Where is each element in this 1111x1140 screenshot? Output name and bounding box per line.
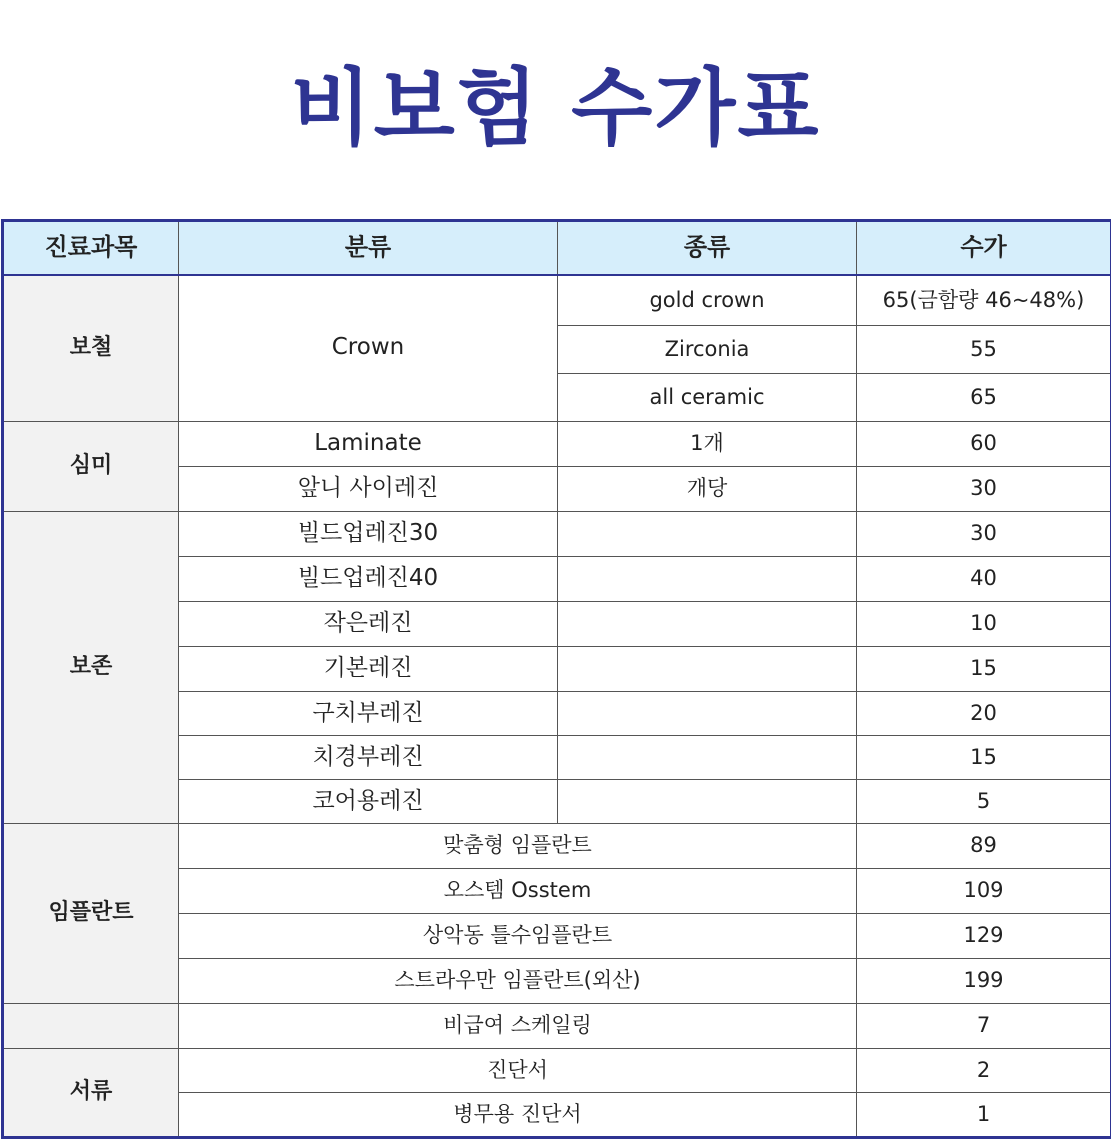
price-cell: 2 [857, 1049, 1111, 1093]
item-cell: 맞춤형 임플란트 [179, 824, 857, 869]
type-cell: Zirconia [558, 326, 857, 374]
column-header-subject: 진료과목 [3, 221, 179, 275]
price-cell: 30 [857, 512, 1111, 557]
price-cell: 40 [857, 557, 1111, 602]
classification-cell: 작은레진 [179, 602, 558, 647]
table-row [3, 275, 1111, 326]
item-cell: 스트라우만 임플란트(외산) [179, 959, 857, 1004]
table-row [3, 1004, 1111, 1049]
classification-cell: 코어용레진 [179, 780, 558, 824]
column-header-type: 종류 [558, 221, 857, 275]
column-header-classification: 분류 [179, 221, 558, 275]
price-cell: 65 [857, 374, 1111, 422]
classification-cell: Laminate [179, 422, 558, 467]
table-row [3, 1049, 1111, 1093]
category-cell-empty [3, 1004, 179, 1049]
type-cell: gold crown [558, 275, 857, 326]
classification-cell: 빌드업레진30 [179, 512, 558, 557]
type-cell [558, 512, 857, 557]
classification-cell: 빌드업레진40 [179, 557, 558, 602]
category-cell-aesthetics: 심미 [3, 422, 179, 512]
price-cell: 1 [857, 1093, 1111, 1138]
item-cell: 병무용 진단서 [179, 1093, 857, 1138]
table-row [3, 422, 1111, 467]
price-cell: 109 [857, 869, 1111, 914]
category-cell-conservative: 보존 [3, 512, 179, 824]
classification-cell: 기본레진 [179, 647, 558, 692]
page-title: 비보험 수가표 [290, 59, 821, 157]
item-cell: 진단서 [179, 1049, 857, 1093]
price-cell: 10 [857, 602, 1111, 647]
category-cell-implant: 임플란트 [3, 824, 179, 1004]
type-cell [558, 692, 857, 736]
classification-cell: 치경부레진 [179, 736, 558, 780]
price-cell: 129 [857, 914, 1111, 959]
type-cell: 개당 [558, 467, 857, 512]
classification-cell: Crown [179, 275, 558, 422]
type-cell [558, 736, 857, 780]
price-cell: 199 [857, 959, 1111, 1004]
type-cell [558, 780, 857, 824]
table-row [3, 512, 1111, 557]
column-header-price: 수가 [857, 221, 1111, 275]
type-cell [558, 602, 857, 647]
price-cell: 60 [857, 422, 1111, 467]
item-cell: 오스템 Osstem [179, 869, 857, 914]
table-header-row [3, 221, 1111, 275]
table-row [3, 824, 1111, 869]
price-cell: 55 [857, 326, 1111, 374]
type-cell: all ceramic [558, 374, 857, 422]
price-cell: 15 [857, 647, 1111, 692]
classification-cell: 구치부레진 [179, 692, 558, 736]
type-cell [558, 557, 857, 602]
type-cell: 1개 [558, 422, 857, 467]
price-cell: 30 [857, 467, 1111, 512]
price-table [1, 219, 1111, 1139]
price-cell: 20 [857, 692, 1111, 736]
price-cell: 15 [857, 736, 1111, 780]
price-cell: 65(금함량 46~48%) [857, 275, 1111, 326]
price-cell: 7 [857, 1004, 1111, 1049]
table-header [3, 221, 1111, 275]
price-cell: 89 [857, 824, 1111, 869]
type-cell [558, 647, 857, 692]
item-cell: 비급여 스케일링 [179, 1004, 857, 1049]
category-cell-documents: 서류 [3, 1049, 179, 1138]
price-cell: 5 [857, 780, 1111, 824]
classification-cell: 앞니 사이레진 [179, 467, 558, 512]
category-cell-prosthetics: 보철 [3, 275, 179, 422]
item-cell: 상악동 틀수임플란트 [179, 914, 857, 959]
table-body [3, 275, 1111, 1138]
